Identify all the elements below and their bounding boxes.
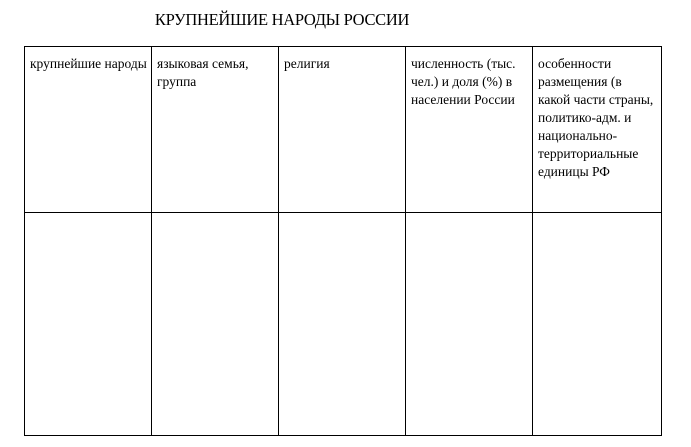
column-header-population: численность (тыс. чел.) и доля (%) в населении России — [406, 47, 533, 213]
table-cell-distribution[interactable] — [533, 213, 662, 436]
table-cell-population[interactable] — [406, 213, 533, 436]
table-cell-religion[interactable] — [279, 213, 406, 436]
column-header-distribution: особенности размещения (в какой части страны, политико-адм. и национально-территориальные единицы РФ — [533, 47, 662, 213]
table-cell-peoples[interactable] — [25, 213, 152, 436]
table-cell-language-family[interactable] — [152, 213, 279, 436]
table-header-row — [25, 47, 662, 213]
worksheet-table — [24, 46, 662, 436]
table-row — [25, 213, 662, 436]
column-header-language-family: языковая семья, группа — [152, 47, 279, 213]
column-header-religion: религия — [279, 47, 406, 213]
page-title: КРУПНЕЙШИЕ НАРОДЫ РОССИИ — [154, 10, 410, 29]
column-header-peoples: крупнейшие народы — [25, 47, 152, 213]
